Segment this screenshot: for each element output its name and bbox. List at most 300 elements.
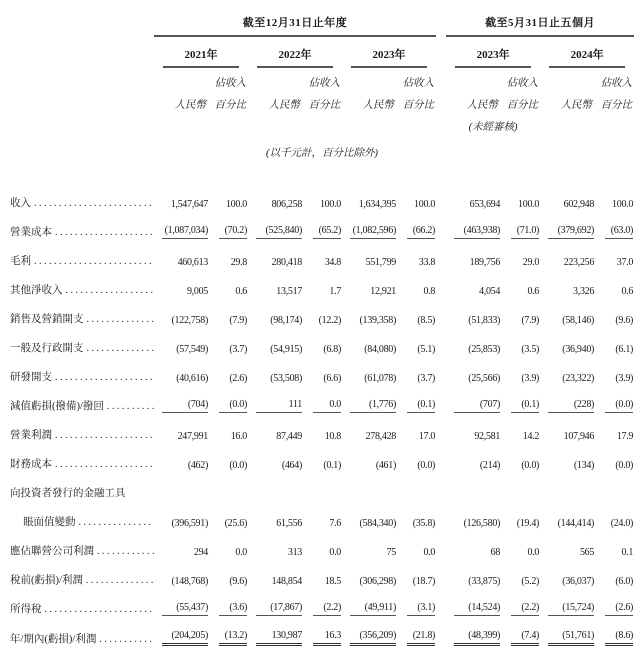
row-label-text: 研發開支 (10, 372, 52, 383)
cell-value: (6.6) (323, 373, 341, 384)
amount-cell (342, 274, 396, 303)
cell-value: (462) (187, 460, 208, 471)
currency-label: 人民幣 (362, 100, 394, 111)
cell-value: 460,613 (177, 257, 208, 268)
cell-value: (0.0) (229, 460, 247, 471)
percent-cell (396, 245, 436, 274)
cell-value: (144,414) (557, 518, 595, 529)
amount-cell (154, 303, 208, 332)
cell-value: 223,256 (563, 257, 595, 268)
cell-value: (214) (479, 460, 501, 471)
row-label-cell (10, 361, 154, 390)
amount-cell (446, 187, 500, 216)
row-label-text: 減值虧損(撥備)/撥回 (10, 401, 104, 412)
year-label: 2021年 (163, 46, 239, 68)
amount-cell (248, 245, 302, 274)
cell-value: (3.7) (417, 373, 436, 384)
cell-value: (134) (573, 460, 595, 471)
dot-leader (87, 343, 155, 354)
cell-value: (24.0) (610, 518, 634, 529)
percent-cell (500, 564, 540, 593)
year-header-row (10, 37, 634, 68)
cell-value: 294 (193, 547, 208, 558)
percent-cell (500, 506, 540, 535)
subheader-spacer (342, 68, 396, 90)
cell-value: 14.2 (522, 431, 540, 442)
row-label (10, 543, 154, 558)
cell-value: (58,146) (562, 315, 595, 326)
cell-value: 0.8 (423, 286, 436, 297)
dot-leader (34, 256, 154, 267)
currency-label: 人民幣 (560, 100, 593, 111)
cell-value: 37.0 (616, 257, 634, 268)
percent-label: 百分比 (214, 100, 246, 111)
share-of-revenue-label: 佔收入 (214, 78, 246, 89)
table-row (10, 216, 634, 245)
amount-cell (540, 477, 594, 506)
percent-cell (500, 332, 540, 361)
table-row (10, 448, 634, 477)
table-row (10, 419, 634, 448)
percent-cell (594, 332, 634, 361)
cell-value: (55,437) (162, 602, 208, 616)
cell-value: 100.0 (414, 199, 436, 210)
table-row (10, 245, 634, 274)
cell-value: 653,694 (469, 199, 501, 210)
amount-cell (446, 622, 500, 648)
amount-cell (248, 535, 302, 564)
row-label (10, 398, 154, 413)
cell-value: 87,449 (276, 431, 302, 442)
cell-value: (584,340) (359, 518, 396, 529)
cell-value: (61,078) (364, 373, 396, 384)
year-header (342, 37, 436, 68)
row-label-cell (10, 477, 154, 506)
percent-cell (594, 535, 634, 564)
row-label (10, 631, 154, 646)
percent-cell (594, 390, 634, 419)
subheader-spacer (540, 68, 594, 90)
cell-value: (12.2) (318, 315, 341, 326)
percent-cell (594, 448, 634, 477)
amount-cell (446, 564, 500, 593)
row-label-cell (10, 332, 154, 361)
subheader-spacer (248, 68, 302, 90)
cell-value: (0.0) (615, 460, 634, 471)
cell-value: 18.5 (324, 576, 341, 587)
row-label-text: 稅前(虧損)/利潤 (10, 575, 83, 586)
table-row (10, 303, 634, 332)
cell-value: (6.0) (615, 576, 634, 587)
table-row (10, 593, 634, 622)
cell-value: (40,616) (176, 373, 208, 384)
cell-value: (396,591) (171, 518, 208, 529)
cell-value: (8.5) (417, 315, 436, 326)
percent-cell (594, 564, 634, 593)
percent-cell (500, 448, 540, 477)
amount-cell (154, 216, 208, 245)
row-label-cell (10, 535, 154, 564)
amount-cell (342, 361, 396, 390)
cell-value: 92,581 (474, 431, 501, 442)
amount-cell (540, 390, 594, 419)
cell-value: (1,082,596) (350, 225, 396, 239)
cell-value: (379,692) (548, 225, 594, 239)
percent-cell (208, 216, 248, 245)
share-of-revenue-label: 佔收入 (600, 78, 633, 89)
row-label-cell (10, 593, 154, 622)
percent-cell (594, 593, 634, 622)
percent-cell (500, 593, 540, 622)
currency-label: 人民幣 (466, 100, 499, 111)
cell-value: (53,508) (270, 373, 302, 384)
percent-cell (396, 448, 436, 477)
cell-value: 280,418 (271, 257, 302, 268)
percent-cell (302, 361, 342, 390)
percent-cell (302, 187, 342, 216)
percent-cell (594, 245, 634, 274)
amount-cell (154, 419, 208, 448)
cell-value: (704) (162, 399, 208, 413)
percent-cell (500, 187, 540, 216)
column-gap (436, 593, 446, 622)
percent-cell (302, 419, 342, 448)
column-gap (436, 245, 446, 274)
cell-value: 4,054 (479, 286, 501, 297)
cell-value: (36,037) (562, 576, 595, 587)
cell-value: (6.1) (615, 344, 634, 355)
row-label-cell (10, 274, 154, 303)
row-label-cell (10, 419, 154, 448)
row-label-text: 年/期內(虧損)/利潤 (10, 634, 97, 645)
percent-cell (500, 390, 540, 419)
year-header (248, 37, 342, 68)
cell-value: (0.0) (219, 399, 247, 413)
cell-value: 278,428 (365, 431, 396, 442)
cell-value: (0.1) (407, 399, 435, 413)
percent-label: 百分比 (402, 100, 435, 111)
amount-cell (342, 564, 396, 593)
amount-cell (342, 506, 396, 535)
cell-value: (19.4) (516, 518, 540, 529)
percent-cell (594, 187, 634, 216)
amount-cell (248, 390, 302, 419)
percent-cell (500, 622, 540, 648)
percent-cell (500, 535, 540, 564)
dot-leader (97, 546, 154, 557)
amount-cell (342, 332, 396, 361)
percent-cell (500, 477, 540, 506)
percent-cell (396, 593, 436, 622)
row-label-cell (10, 564, 154, 593)
units-note-row (10, 134, 634, 187)
cell-value: (3.1) (407, 602, 435, 616)
column-gap (436, 506, 446, 535)
cell-value: 12,921 (370, 286, 396, 297)
cell-value: 68 (490, 547, 501, 558)
cell-value: (25,853) (468, 344, 501, 355)
cell-value: (1,776) (350, 399, 396, 413)
amount-cell (540, 506, 594, 535)
cell-value: 0.0 (313, 399, 341, 413)
row-label-cell (10, 216, 154, 245)
column-gap (436, 303, 446, 332)
cell-value: 100.0 (518, 199, 540, 210)
amount-cell (248, 506, 302, 535)
cell-value: 34.8 (324, 257, 341, 268)
percent-cell (302, 564, 342, 593)
percent-cell (396, 390, 436, 419)
cell-value: 16.3 (313, 630, 341, 646)
row-label-cell (10, 390, 154, 419)
cell-value: 0.6 (235, 286, 247, 297)
amount-cell (154, 448, 208, 477)
percent-cell (302, 506, 342, 535)
amount-cell (446, 303, 500, 332)
amount-cell (540, 187, 594, 216)
cell-value: 1.7 (329, 286, 341, 297)
cell-value: (0.1) (323, 460, 341, 471)
amount-cell (248, 448, 302, 477)
label-column-spacer (10, 90, 154, 112)
cell-value: (3.9) (521, 373, 540, 384)
percent-cell (500, 303, 540, 332)
dot-leader (55, 227, 154, 238)
cell-value: 0.1 (621, 547, 634, 558)
amount-cell (540, 361, 594, 390)
dot-leader (55, 459, 154, 470)
cell-value: 9,005 (186, 286, 208, 297)
table-row (10, 274, 634, 303)
cell-value: 17.0 (418, 431, 436, 442)
percent-cell (500, 361, 540, 390)
cell-value: (2.2) (511, 602, 539, 616)
amount-cell (446, 245, 500, 274)
percent-cell (396, 216, 436, 245)
row-label (10, 601, 154, 616)
cell-value: (707) (454, 399, 500, 413)
subheader-spacer (154, 68, 208, 90)
table-row (10, 564, 634, 593)
cell-value: (23,322) (562, 373, 595, 384)
cell-value: (70.2) (219, 225, 247, 239)
cell-value: (6.8) (323, 344, 341, 355)
percent-cell (396, 622, 436, 648)
row-label-cell (10, 245, 154, 274)
percent-label: 百分比 (600, 100, 633, 111)
amount-cell (154, 274, 208, 303)
cell-value: (9.6) (229, 576, 247, 587)
amount-cell (342, 477, 396, 506)
cell-value: 148,854 (271, 576, 302, 587)
column-gap (436, 37, 446, 68)
cell-value: (2.6) (229, 373, 247, 384)
percent-cell (500, 245, 540, 274)
cell-value: 13,517 (276, 286, 302, 297)
amount-cell (154, 593, 208, 622)
year-header (154, 37, 248, 68)
cell-value: (0.0) (521, 460, 540, 471)
cell-value: (65.2) (313, 225, 341, 239)
amount-cell (540, 564, 594, 593)
amount-cell (342, 216, 396, 245)
column-gap (436, 419, 446, 448)
percent-cell (302, 535, 342, 564)
cell-value: 111 (256, 399, 302, 413)
cell-value: (525,840) (256, 225, 302, 239)
cell-value: (51,761) (548, 630, 594, 646)
cell-value: (356,209) (350, 630, 396, 646)
amount-cell (342, 448, 396, 477)
row-label (10, 340, 154, 355)
column-gap (436, 390, 446, 419)
share-of-revenue-line1-row (10, 68, 634, 90)
share-of-revenue-label: 佔收入 (402, 78, 435, 89)
row-label (10, 282, 154, 297)
cell-value: (204,205) (162, 630, 208, 646)
cell-value: (461) (375, 460, 396, 471)
cell-value: 61,556 (276, 518, 302, 529)
label-column-spacer (10, 37, 154, 68)
dot-leader (86, 575, 154, 586)
percent-cell (302, 216, 342, 245)
percent-cell (594, 303, 634, 332)
amount-cell (154, 187, 208, 216)
percent-cell (208, 506, 248, 535)
percent-cell (208, 477, 248, 506)
cell-value: (0.1) (511, 399, 539, 413)
row-label-text: 銷售及營銷開支 (10, 314, 84, 325)
cell-value: (36,940) (562, 344, 595, 355)
amount-cell (446, 506, 500, 535)
cell-value: (66.2) (407, 225, 435, 239)
cell-value: 0.0 (235, 547, 247, 558)
percent-cell (396, 419, 436, 448)
column-gap (436, 564, 446, 593)
percent-label: 百分比 (308, 100, 340, 111)
cell-value: 189,756 (469, 257, 501, 268)
cell-value: (2.6) (605, 602, 633, 616)
cell-value: 29.0 (522, 257, 540, 268)
percent-cell (396, 535, 436, 564)
cell-value: (1,087,034) (162, 225, 208, 239)
amount-cell (446, 593, 500, 622)
column-gap (436, 332, 446, 361)
cell-value: (9.6) (615, 315, 634, 326)
amount-cell (154, 477, 208, 506)
dot-leader (45, 604, 155, 615)
row-label-text: 其他淨收入 (10, 285, 63, 296)
row-label-cell (10, 622, 154, 648)
year-label: 2023年 (455, 46, 531, 68)
percent-cell (302, 593, 342, 622)
percent-cell (208, 187, 248, 216)
cell-value: (306,298) (359, 576, 396, 587)
period-group-annual: 截至12月31日止年度 (154, 14, 436, 37)
table-row (10, 332, 634, 361)
currency-percent-header-row (10, 90, 634, 112)
cell-value: 0.0 (527, 547, 540, 558)
percent-cell (594, 274, 634, 303)
spacer (10, 112, 446, 134)
cell-value: 806,258 (271, 199, 302, 210)
percent-cell (396, 303, 436, 332)
cell-value: (228) (548, 399, 594, 413)
cell-value: (21.8) (407, 630, 435, 646)
percent-cell (396, 506, 436, 535)
column-gap (436, 68, 446, 90)
amount-cell (540, 448, 594, 477)
amount-cell (342, 303, 396, 332)
cell-value: (14,524) (454, 602, 500, 616)
percent-cell (208, 303, 248, 332)
cell-value: (5.1) (417, 344, 436, 355)
column-gap (436, 187, 446, 216)
percent-cell (396, 361, 436, 390)
amount-cell (540, 274, 594, 303)
amount-cell (446, 448, 500, 477)
row-label (10, 572, 154, 587)
amount-cell (248, 564, 302, 593)
column-gap (436, 216, 446, 245)
percent-cell (208, 361, 248, 390)
cell-value: 551,799 (365, 257, 396, 268)
cell-value: 7.6 (329, 518, 341, 529)
cell-value: 313 (287, 547, 302, 558)
cell-value: (13.2) (219, 630, 247, 646)
percent-cell (396, 274, 436, 303)
amount-cell (248, 477, 302, 506)
amount-cell (446, 274, 500, 303)
row-label-text: 所得稅 (10, 604, 42, 615)
table-row (10, 390, 634, 419)
row-label-cell (10, 303, 154, 332)
cell-value: 16.0 (230, 431, 247, 442)
cell-value: (5.2) (521, 576, 540, 587)
table-row (10, 622, 634, 648)
table-row (10, 361, 634, 390)
cell-value: 100.0 (612, 199, 634, 210)
amount-cell (248, 419, 302, 448)
amount-cell (342, 419, 396, 448)
cell-value: (35.8) (412, 518, 436, 529)
percent-cell (208, 390, 248, 419)
row-label (10, 427, 154, 442)
percent-cell (302, 245, 342, 274)
column-gap (436, 361, 446, 390)
income-statement-table (10, 14, 634, 648)
percent-cell (594, 477, 634, 506)
cell-value: 565 (579, 547, 595, 558)
percent-cell (500, 419, 540, 448)
amount-cell (342, 622, 396, 648)
row-label-cell (10, 187, 154, 216)
amount-cell (342, 390, 396, 419)
column-gap (436, 14, 446, 37)
cell-value: (7.4) (511, 630, 539, 646)
row-label (10, 311, 154, 326)
column-gap (436, 448, 446, 477)
cell-value: (17,867) (256, 602, 302, 616)
amount-cell (248, 622, 302, 648)
row-label (10, 485, 154, 500)
amount-cell (540, 419, 594, 448)
table-row (10, 506, 634, 535)
column-gap (436, 477, 446, 506)
cell-value: (0.0) (417, 460, 436, 471)
dot-leader (79, 517, 155, 528)
cell-value: 33.8 (418, 257, 436, 268)
